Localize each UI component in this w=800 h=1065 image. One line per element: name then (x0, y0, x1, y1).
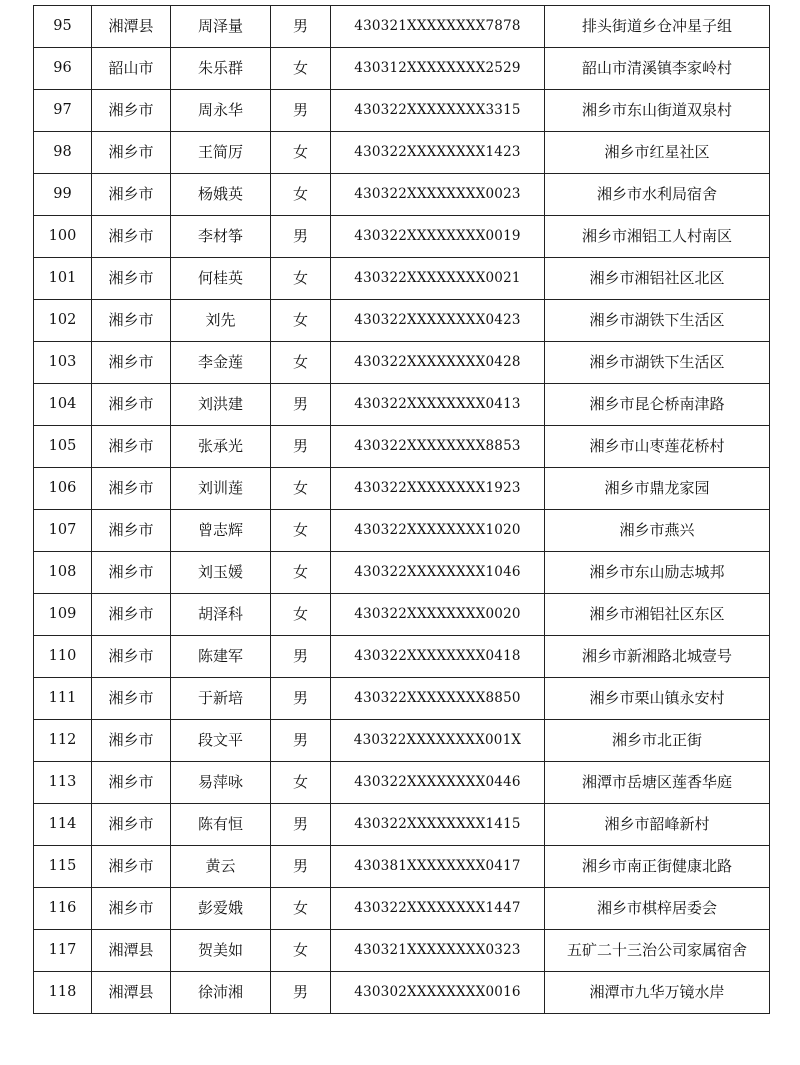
row-number: 99 (34, 174, 92, 216)
person-name-cell: 刘洪建 (171, 384, 271, 426)
county-cell: 湘乡市 (92, 384, 171, 426)
address-cell: 湘乡市昆仑桥南津路 (545, 384, 770, 426)
county-cell: 湘乡市 (92, 258, 171, 300)
row-number: 118 (34, 972, 92, 1014)
county-cell: 湘乡市 (92, 762, 171, 804)
id-number-cell: 430322XXXXXXXX001X (331, 720, 545, 762)
county-cell: 湘乡市 (92, 510, 171, 552)
county-cell: 湘乡市 (92, 90, 171, 132)
row-number: 114 (34, 804, 92, 846)
row-number: 117 (34, 930, 92, 972)
county-cell: 湘潭县 (92, 972, 171, 1014)
row-number: 116 (34, 888, 92, 930)
person-name-cell: 徐沛湘 (171, 972, 271, 1014)
sex-cell: 男 (271, 384, 331, 426)
row-number: 113 (34, 762, 92, 804)
sex-cell: 男 (271, 804, 331, 846)
address-cell: 湘乡市山枣莲花桥村 (545, 426, 770, 468)
table-row (34, 426, 770, 468)
id-number-cell: 430312XXXXXXXX2529 (331, 48, 545, 90)
county-cell: 湘乡市 (92, 888, 171, 930)
id-number-cell: 430322XXXXXXXX0423 (331, 300, 545, 342)
table-row (34, 552, 770, 594)
address-cell: 韶山市清溪镇李家岭村 (545, 48, 770, 90)
sex-cell: 女 (271, 258, 331, 300)
row-number: 97 (34, 90, 92, 132)
address-cell: 湘潭市九华万镜水岸 (545, 972, 770, 1014)
table-row (34, 804, 770, 846)
table-row (34, 888, 770, 930)
address-cell: 湘潭市岳塘区莲香华庭 (545, 762, 770, 804)
id-number-cell: 430322XXXXXXXX1415 (331, 804, 545, 846)
id-number-cell: 430322XXXXXXXX0019 (331, 216, 545, 258)
id-number-cell: 430321XXXXXXXX7878 (331, 6, 545, 48)
id-number-cell: 430322XXXXXXXX0021 (331, 258, 545, 300)
address-cell: 湘乡市燕兴 (545, 510, 770, 552)
person-name-cell: 易萍咏 (171, 762, 271, 804)
sex-cell: 女 (271, 342, 331, 384)
row-number: 110 (34, 636, 92, 678)
person-name-cell: 张承光 (171, 426, 271, 468)
table-row (34, 930, 770, 972)
address-cell: 湘乡市南正街健康北路 (545, 846, 770, 888)
table-row (34, 594, 770, 636)
address-cell: 湘乡市栗山镇永安村 (545, 678, 770, 720)
person-name-cell: 陈有恒 (171, 804, 271, 846)
row-number: 96 (34, 48, 92, 90)
id-number-cell: 430322XXXXXXXX0418 (331, 636, 545, 678)
row-number: 111 (34, 678, 92, 720)
address-cell: 湘乡市湘铝社区东区 (545, 594, 770, 636)
sex-cell: 女 (271, 594, 331, 636)
county-cell: 湘乡市 (92, 594, 171, 636)
sex-cell: 女 (271, 48, 331, 90)
roster-body (34, 6, 770, 1014)
county-cell: 湘乡市 (92, 678, 171, 720)
county-cell: 湘乡市 (92, 720, 171, 762)
address-cell: 湘乡市北正街 (545, 720, 770, 762)
sex-cell: 女 (271, 468, 331, 510)
person-name-cell: 何桂英 (171, 258, 271, 300)
sex-cell: 男 (271, 636, 331, 678)
person-name-cell: 刘训莲 (171, 468, 271, 510)
table-row (34, 216, 770, 258)
address-cell: 湘乡市韶峰新村 (545, 804, 770, 846)
county-cell: 湘乡市 (92, 342, 171, 384)
person-name-cell: 刘先 (171, 300, 271, 342)
county-cell: 湘乡市 (92, 300, 171, 342)
table-row (34, 132, 770, 174)
person-name-cell: 李金莲 (171, 342, 271, 384)
person-name-cell: 李材筝 (171, 216, 271, 258)
address-cell: 湘乡市湘铝社区北区 (545, 258, 770, 300)
address-cell: 湘乡市新湘路北城壹号 (545, 636, 770, 678)
sex-cell: 女 (271, 762, 331, 804)
id-number-cell: 430381XXXXXXXX0417 (331, 846, 545, 888)
address-cell: 湘乡市东山励志城邦 (545, 552, 770, 594)
row-number: 104 (34, 384, 92, 426)
table-row (34, 510, 770, 552)
table-row (34, 972, 770, 1014)
sex-cell: 男 (271, 216, 331, 258)
sex-cell: 男 (271, 720, 331, 762)
person-name-cell: 于新培 (171, 678, 271, 720)
county-cell: 湘潭县 (92, 6, 171, 48)
id-number-cell: 430322XXXXXXXX0020 (331, 594, 545, 636)
county-cell: 湘乡市 (92, 846, 171, 888)
address-cell: 湘乡市湖铁下生活区 (545, 300, 770, 342)
person-name-cell: 朱乐群 (171, 48, 271, 90)
person-name-cell: 王简厉 (171, 132, 271, 174)
person-name-cell: 周泽量 (171, 6, 271, 48)
county-cell: 湘乡市 (92, 552, 171, 594)
person-name-cell: 彭爱娥 (171, 888, 271, 930)
row-number: 101 (34, 258, 92, 300)
person-name-cell: 陈建军 (171, 636, 271, 678)
person-name-cell: 黄云 (171, 846, 271, 888)
row-number: 107 (34, 510, 92, 552)
address-cell: 湘乡市鼎龙家园 (545, 468, 770, 510)
table-row (34, 6, 770, 48)
person-name-cell: 杨娥英 (171, 174, 271, 216)
address-cell: 湘乡市东山街道双泉村 (545, 90, 770, 132)
sex-cell: 女 (271, 300, 331, 342)
person-name-cell: 段文平 (171, 720, 271, 762)
id-number-cell: 430322XXXXXXXX0446 (331, 762, 545, 804)
table-row (34, 468, 770, 510)
id-number-cell: 430322XXXXXXXX1423 (331, 132, 545, 174)
table-row (34, 48, 770, 90)
table-row (34, 258, 770, 300)
address-cell: 湘乡市湘铝工人村南区 (545, 216, 770, 258)
table-row (34, 174, 770, 216)
county-cell: 湘乡市 (92, 216, 171, 258)
id-number-cell: 430322XXXXXXXX1447 (331, 888, 545, 930)
address-cell: 湘乡市红星社区 (545, 132, 770, 174)
id-number-cell: 430321XXXXXXXX0323 (331, 930, 545, 972)
sex-cell: 女 (271, 930, 331, 972)
table-row (34, 342, 770, 384)
sex-cell: 女 (271, 888, 331, 930)
sex-cell: 女 (271, 132, 331, 174)
roster-table (33, 5, 770, 1014)
county-cell: 湘潭县 (92, 930, 171, 972)
county-cell: 湘乡市 (92, 132, 171, 174)
county-cell: 湘乡市 (92, 636, 171, 678)
row-number: 105 (34, 426, 92, 468)
county-cell: 韶山市 (92, 48, 171, 90)
id-number-cell: 430302XXXXXXXX0016 (331, 972, 545, 1014)
table-row (34, 384, 770, 426)
sex-cell: 女 (271, 510, 331, 552)
county-cell: 湘乡市 (92, 174, 171, 216)
id-number-cell: 430322XXXXXXXX1020 (331, 510, 545, 552)
id-number-cell: 430322XXXXXXXX0413 (331, 384, 545, 426)
table-row (34, 846, 770, 888)
address-cell: 五矿二十三治公司家属宿舍 (545, 930, 770, 972)
id-number-cell: 430322XXXXXXXX1923 (331, 468, 545, 510)
id-number-cell: 430322XXXXXXXX8850 (331, 678, 545, 720)
row-number: 112 (34, 720, 92, 762)
sex-cell: 男 (271, 846, 331, 888)
county-cell: 湘乡市 (92, 468, 171, 510)
table-row (34, 720, 770, 762)
id-number-cell: 430322XXXXXXXX1046 (331, 552, 545, 594)
row-number: 108 (34, 552, 92, 594)
address-cell: 湘乡市湖铁下生活区 (545, 342, 770, 384)
id-number-cell: 430322XXXXXXXX0023 (331, 174, 545, 216)
row-number: 100 (34, 216, 92, 258)
id-number-cell: 430322XXXXXXXX3315 (331, 90, 545, 132)
county-cell: 湘乡市 (92, 426, 171, 468)
table-row (34, 300, 770, 342)
id-number-cell: 430322XXXXXXXX8853 (331, 426, 545, 468)
table-row (34, 678, 770, 720)
sex-cell: 男 (271, 426, 331, 468)
sex-cell: 男 (271, 678, 331, 720)
county-cell: 湘乡市 (92, 804, 171, 846)
person-name-cell: 刘玉媛 (171, 552, 271, 594)
sex-cell: 男 (271, 6, 331, 48)
row-number: 109 (34, 594, 92, 636)
address-cell: 湘乡市水利局宿舍 (545, 174, 770, 216)
table-row (34, 636, 770, 678)
sex-cell: 男 (271, 90, 331, 132)
row-number: 103 (34, 342, 92, 384)
id-number-cell: 430322XXXXXXXX0428 (331, 342, 545, 384)
row-number: 95 (34, 6, 92, 48)
table-row (34, 762, 770, 804)
address-cell: 湘乡市棋梓居委会 (545, 888, 770, 930)
row-number: 115 (34, 846, 92, 888)
sex-cell: 男 (271, 972, 331, 1014)
person-name-cell: 曾志辉 (171, 510, 271, 552)
person-name-cell: 周永华 (171, 90, 271, 132)
person-name-cell: 胡泽科 (171, 594, 271, 636)
table-row (34, 90, 770, 132)
person-name-cell: 贺美如 (171, 930, 271, 972)
address-cell: 排头街道乡仓冲星子组 (545, 6, 770, 48)
sex-cell: 女 (271, 552, 331, 594)
sex-cell: 女 (271, 174, 331, 216)
row-number: 98 (34, 132, 92, 174)
row-number: 102 (34, 300, 92, 342)
row-number: 106 (34, 468, 92, 510)
